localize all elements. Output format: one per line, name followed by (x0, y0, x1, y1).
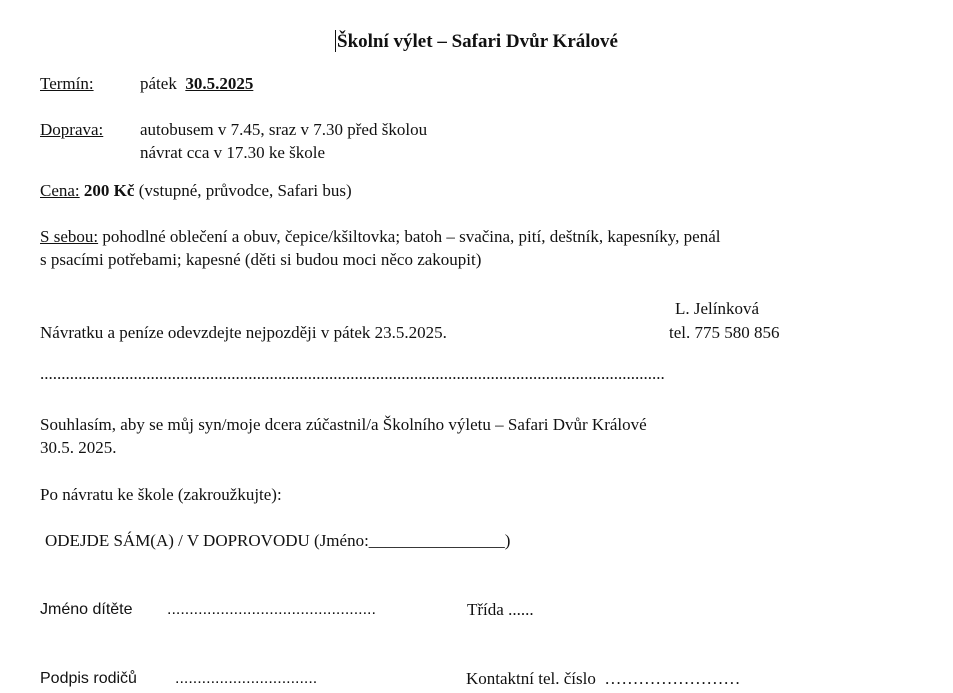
doprava-line1: autobusem v 7.45, sraz v 7.30 před školou (140, 120, 428, 139)
termin-date: 30.5.2025 (185, 74, 254, 93)
trida-field: ...... (508, 600, 534, 619)
podpis-field: ................................ (175, 670, 318, 687)
cena-amount: 200 Kč (83, 181, 135, 200)
cena-row (40, 179, 352, 202)
sebou-line2: s psacími potřebami; kapesné (děti si budou moci něco zakoupit) (40, 250, 482, 269)
kontakt-row (466, 667, 740, 690)
jmeno-label: Jméno dítěte (40, 601, 133, 618)
jmeno-field: ............................................... (167, 601, 376, 618)
souhlas-line1: Souhlasím, aby se můj syn/moje dcera zúčastnil/a Školního výletu – Safari Dvůr Králové (40, 415, 647, 434)
sebou-label: S sebou: (40, 227, 99, 246)
contact-phone: tel. 775 580 856 (669, 323, 780, 342)
termin-value: pátek 30.5.2025 (140, 74, 254, 93)
cena-note: (vstupné, průvodce, Safari bus) (138, 181, 352, 200)
sebou-text1: pohodlné oblečení a obuv, čepice/kšiltovka; batoh – svačina, pití, deštník, kapesníky, penál (102, 227, 721, 246)
termin-label: Termín: (40, 74, 94, 93)
sebou-line1 (40, 225, 720, 248)
doprava-line2: návrat cca v 17.30 ke škole (140, 143, 326, 162)
navratka-text: Návratku a peníze odevzdejte nejpozději v pátek 23.5.2025. (40, 323, 447, 342)
cena-label: Cena: (40, 181, 80, 200)
separator-line: ................................................................................................................................................... (40, 364, 665, 383)
souhlas-line2: 30.5. 2025. (40, 438, 117, 457)
odejde-option: ODEJDE SÁM(A) / V DOPROVODU (Jméno:________________) (45, 531, 511, 550)
contact-name: L. Jelínková (675, 299, 760, 318)
po-navratu-text: Po návratu ke škole (zakroužkujte): (40, 485, 282, 504)
page-title (0, 30, 953, 53)
text-cursor (335, 30, 336, 52)
trida-row (467, 598, 534, 621)
kontakt-label: Kontaktní tel. číslo (466, 669, 596, 688)
title-text: Školní výlet – Safari Dvůr Králové (337, 31, 618, 52)
kontakt-field: …………………… (604, 669, 741, 688)
podpis-label: Podpis rodičů (40, 670, 137, 687)
doprava-label: Doprava: (40, 120, 104, 139)
trida-label: Třída (467, 600, 504, 619)
